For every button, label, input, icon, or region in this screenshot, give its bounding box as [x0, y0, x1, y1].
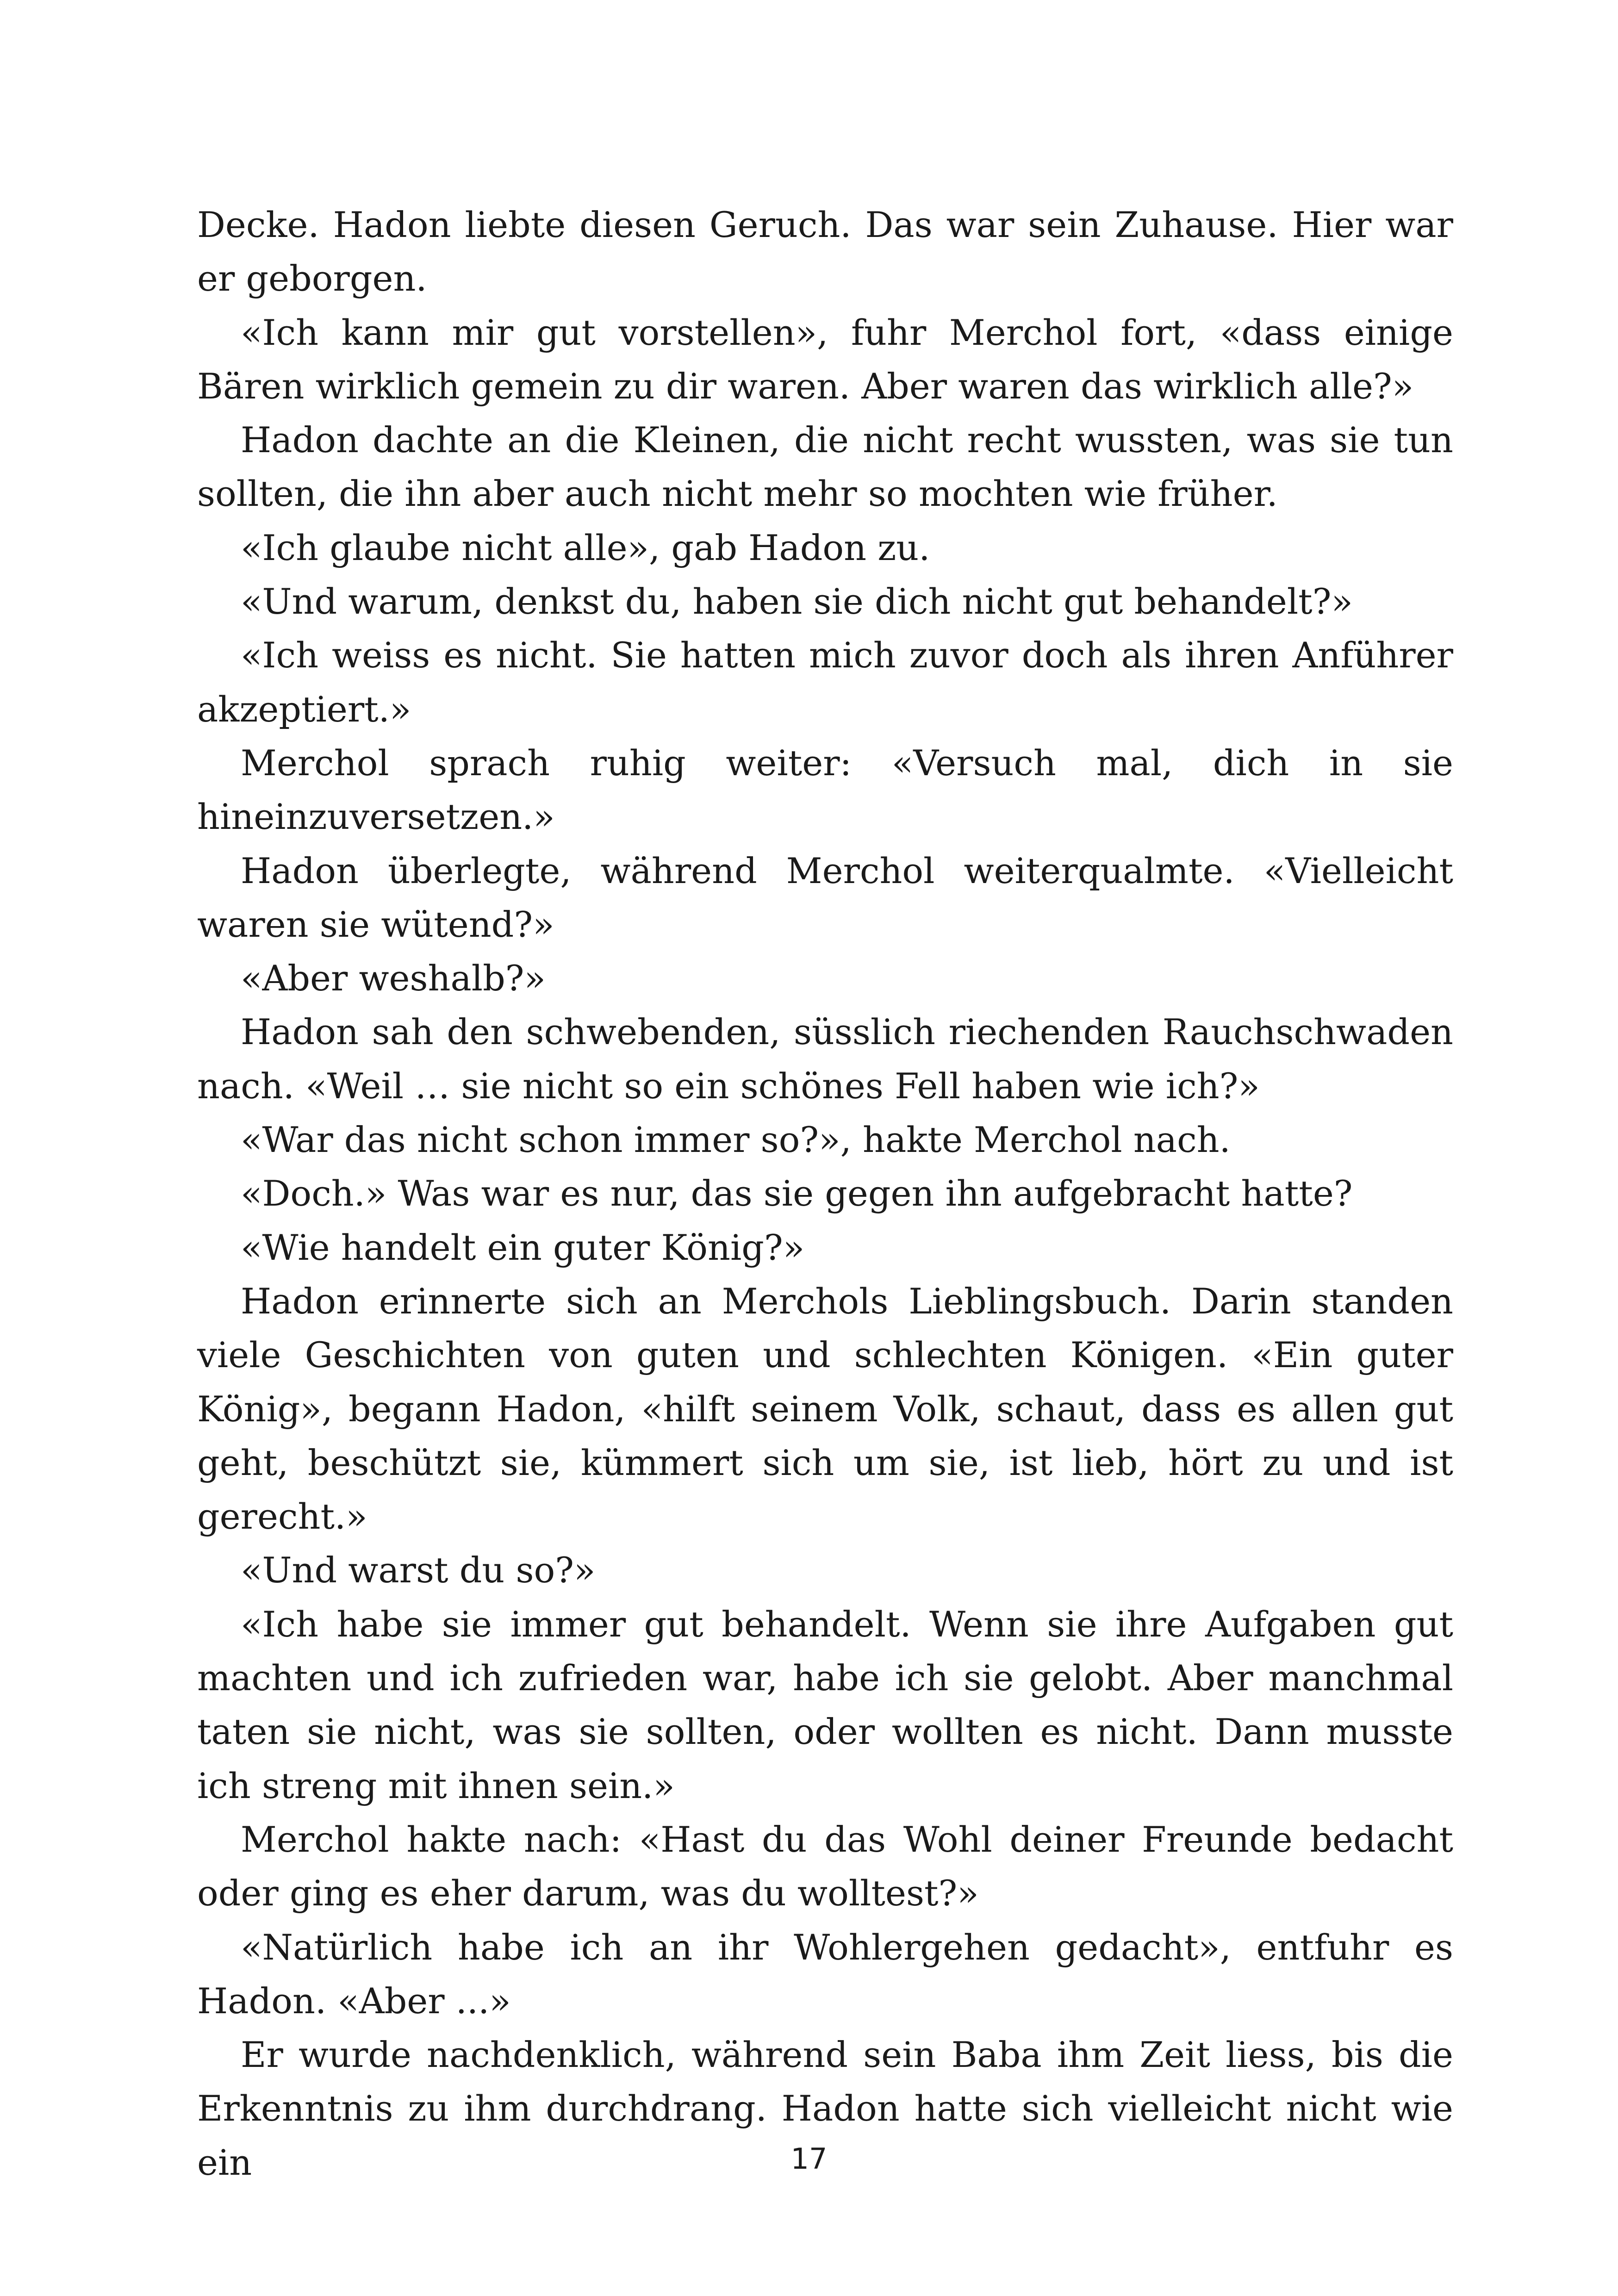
paragraph: Hadon erinnerte sich an Merchols Lieblingsbuch. Darin standen viele Geschichten von guten und schlechten Königen. «Ein guter König», begann Hadon, «hilft seinem Volk, schaut, dass es allen gut geht, beschützt sie, kümmert sich um sie, ist lieb, hört zu und ist gerecht.»: [197, 1280, 1453, 1537]
paragraph: «Wie handelt ein guter König?»: [241, 1226, 805, 1268]
paragraph: «Ich weiss es nicht. Sie hatten mich zuvor doch als ihren Anführer akzeptiert.»: [197, 635, 1453, 730]
paragraph: Hadon sah den schwebenden, süsslich riechenden Rauchschwaden nach. «Weil … sie nicht so ein schönes Fell haben wie ich?»: [197, 1011, 1453, 1107]
paragraph: Merchol sprach ruhig weiter: «Versuch mal, dich in sie hineinzuversetzen.»: [197, 742, 1453, 838]
paragraph: «War das nicht schon immer so?», hakte Merchol nach.: [241, 1119, 1231, 1161]
paragraph: Decke. Hadon liebte diesen Geruch. Das war sein Zuhause. Hier war er geborgen.: [197, 204, 1453, 299]
body-text: [197, 198, 1453, 2190]
paragraph: «Ich habe sie immer gut behandelt. Wenn sie ihre Aufgaben gut machten und ich zufrieden war, habe ich sie gelobt. Aber manchmal taten sie nicht, was sie sollten, oder wollten es nicht. Dann musste ich streng mit ihnen sein.»: [197, 1603, 1453, 1806]
paragraph: «Ich glaube nicht alle», gab Hadon zu.: [241, 527, 930, 568]
paragraph: «Und warst du so?»: [241, 1549, 596, 1591]
paragraph: «Natürlich habe ich an ihr Wohlergehen gedacht», entfuhr es Hadon. «Aber ...»: [197, 1926, 1453, 2022]
paragraph: «Doch.» Was war es nur, das sie gegen ihn aufgebracht hatte?: [241, 1173, 1353, 1214]
paragraph: Hadon dachte an die Kleinen, die nicht recht wussten, was sie tun sollten, die ihn aber auch nicht mehr so mochten wie früher.: [197, 419, 1453, 515]
paragraph: Hadon überlegte, während Merchol weiterqualmte. «Vielleicht waren sie wütend?»: [197, 850, 1453, 945]
paragraph: Er wurde nachdenklich, während sein Baba ihm Zeit liess, bis die Erkenntnis zu ihm durchdrang. Hadon hatte sich vielleicht nicht wie ein: [197, 2034, 1453, 2183]
paragraph: Merchol hakte nach: «Hast du das Wohl deiner Freunde bedacht oder ging es eher darum, was du wolltest?»: [197, 1818, 1453, 1914]
paragraph: «Und warum, denkst du, haben sie dich nicht gut behandelt?»: [241, 581, 1353, 622]
paragraph: «Ich kann mir gut vorstellen», fuhr Merchol fort, «dass einige Bären wirklich gemein zu dir waren. Aber waren das wirklich alle?»: [197, 311, 1453, 407]
paragraph: «Aber weshalb?»: [241, 958, 546, 999]
page-number: 17: [790, 2142, 828, 2176]
